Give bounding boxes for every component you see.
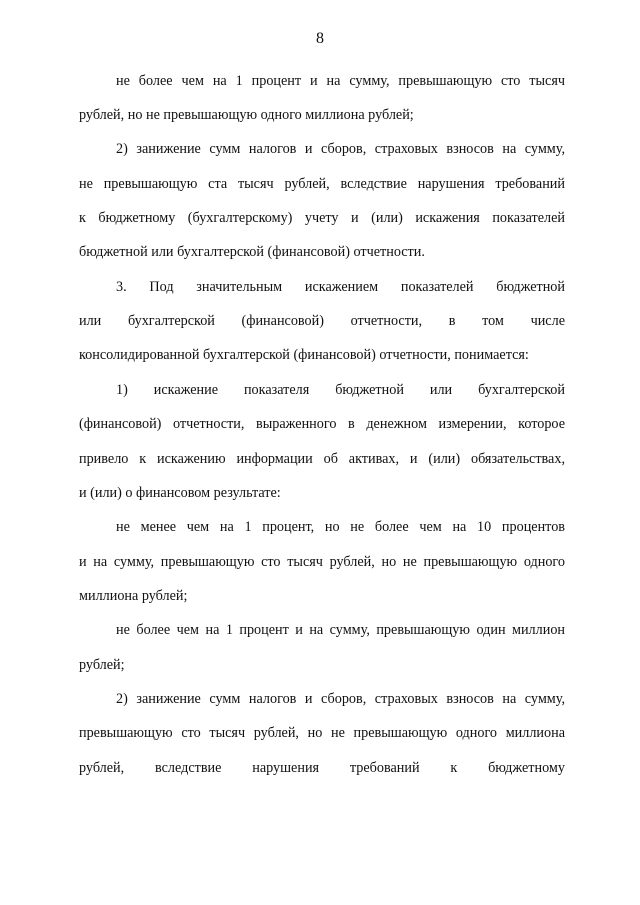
text-line: миллиона рублей; xyxy=(79,588,188,604)
text-line: (финансовой) отчетности, выраженного в денежном измерении, которое xyxy=(79,416,565,432)
text-line: 1) искажение показателя бюджетной или бухгалтерской xyxy=(116,382,565,398)
text-line: рублей, но не превышающую одного миллиона рублей; xyxy=(79,107,414,123)
text-line: не менее чем на 1 процент, но не более чем на 10 процентов xyxy=(116,519,565,535)
text-line: и на сумму, превышающую сто тысяч рублей, но не превышающую одного xyxy=(79,554,565,570)
text-line: не превышающую ста тысяч рублей, вследствие нарушения требований xyxy=(79,176,565,192)
text-line: или бухгалтерской (финансовой) отчетности, в том числе xyxy=(79,313,565,329)
text-line: привело к искажению информации об активах, и (или) обязательствах, xyxy=(79,451,565,467)
text-line: 3. Под значительным искажением показателей бюджетной xyxy=(116,279,565,295)
text-line: 2) занижение сумм налогов и сборов, страховых взносов на сумму, xyxy=(116,691,565,707)
text-line: не более чем на 1 процент и на сумму, превышающую сто тысяч xyxy=(116,73,565,89)
text-line: рублей, вследствие нарушения требований к бюджетному xyxy=(79,760,565,776)
text-line: превышающую сто тысяч рублей, но не превышающую одного миллиона xyxy=(79,725,565,741)
text-line: к бюджетному (бухгалтерскому) учету и (или) искажения показателей xyxy=(79,210,565,226)
page-number: 8 xyxy=(316,30,324,47)
text-line: рублей; xyxy=(79,657,125,673)
text-line: 2) занижение сумм налогов и сборов, страховых взносов на сумму, xyxy=(116,141,565,157)
text-line: и (или) о финансовом результате: xyxy=(79,485,281,501)
text-line: не более чем на 1 процент и на сумму, превышающую один миллион xyxy=(116,622,565,638)
text-line: консолидированной бухгалтерской (финансовой) отчетности, понимается: xyxy=(79,347,529,363)
text-line: бюджетной или бухгалтерской (финансовой) отчетности. xyxy=(79,244,425,260)
